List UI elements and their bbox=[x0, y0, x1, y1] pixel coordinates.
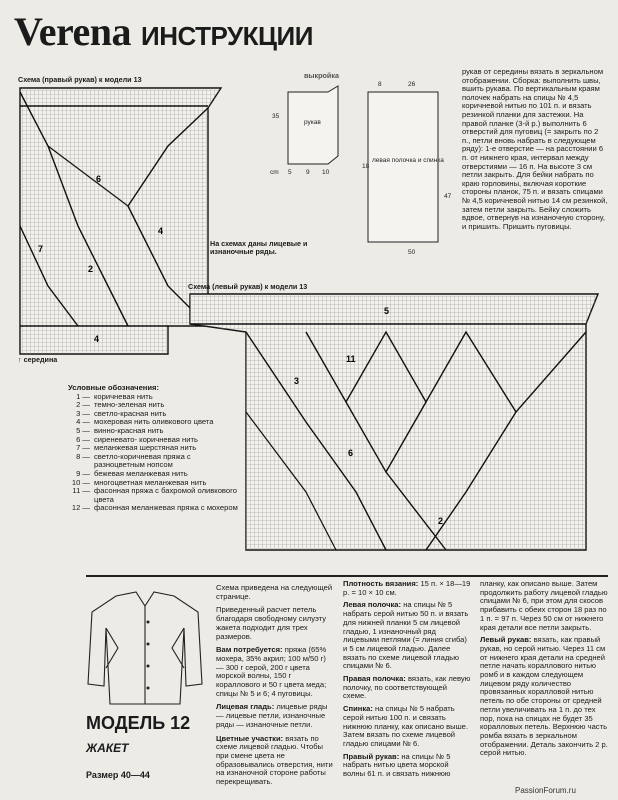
center-label: ↑ середина bbox=[18, 355, 58, 364]
col2-par bbox=[343, 601, 471, 671]
rs-num-4: 4 bbox=[158, 226, 164, 236]
legend-key: 4 — bbox=[76, 417, 90, 427]
legend-key: 7 — bbox=[76, 443, 90, 453]
dim-cm: cm bbox=[270, 169, 279, 176]
col2-par bbox=[343, 675, 471, 701]
legend-key: 1 — bbox=[76, 391, 90, 401]
col2-bold: Плотность вязания: bbox=[343, 579, 419, 588]
assembly-text: рукав от середины вязать в зеркальном отображении. Сборка: выполнить швы, вшить рукава. По вертикальным краям полочек набрать на спицы № 4,5 коричневой нитью по 101 п. и вязать резинкой планки для застежки. На правой планке (3-й р.) выполнить 6 отверстий для пуговиц (= закрыть по 2 п., петли вновь набрать в следующем ряду): 1-е отверстие — на расстоянии 6 п. от нижнего края, интервал между отверстиями — 16 п. На высоте 3 см петли закрыть. Для бейки набрать по краю горловины, включая короткие стороны планок, 75 п. и вязать спицами № 4,5 коричневой нитью 14 см резинкой, затем петли закрыть. Бейку сложить вдвое, отвернув на изнаночную сторону, и пришить. Пришить пуговицы. bbox=[462, 67, 608, 231]
legend-key: 3 — bbox=[76, 408, 90, 418]
legend-text: фасонная пряжа с бахромой оливкового цвета bbox=[94, 486, 237, 504]
legend-item bbox=[68, 504, 238, 513]
pattern-pieces bbox=[268, 78, 460, 256]
legend bbox=[68, 384, 238, 513]
legend-text: винно-красная нить bbox=[94, 425, 164, 435]
left-sleeve-chart bbox=[186, 292, 606, 554]
ls-num-3: 3 bbox=[294, 376, 300, 386]
legend-text: меланжевая шерстяная нить bbox=[94, 443, 197, 453]
col1-par bbox=[216, 584, 334, 601]
dim-50: 50 bbox=[408, 249, 416, 256]
legend-item bbox=[68, 487, 238, 504]
rs-num-2: 2 bbox=[88, 264, 94, 274]
col2-par bbox=[343, 753, 471, 779]
dim-35: 35 bbox=[272, 113, 280, 120]
legend-text: мохеровая нить оливкового цвета bbox=[94, 417, 214, 427]
col3-par bbox=[480, 580, 608, 632]
col2-text: на спицы № 5 набрать серой нитью 100 п. и связать нижнюю планку, как описано выше. Затем вязать по схеме лицевой гладью спицами № 6. bbox=[343, 704, 469, 748]
col2-text: на спицы № 5 набрать серой нитью 50 п. и вязать для нижней планки 5 см лицевой гладью, 1 изнаночный ряд лицевыми петлями (= линия сгиба) и 5 см лицевой гладью. Далее вязать по схеме лицевой гладью спицами № 6. bbox=[343, 600, 469, 671]
col1-par bbox=[216, 606, 334, 641]
dim-26: 26 bbox=[408, 81, 416, 88]
rs-num-4b: 4 bbox=[94, 334, 100, 344]
col1-bold: Цветные участки: bbox=[216, 733, 284, 743]
watermark: PassionForum.ru bbox=[515, 786, 576, 795]
col2-bold: Правая полочка: bbox=[343, 674, 406, 684]
text-column-3 bbox=[480, 580, 608, 758]
model-title: МОДЕЛЬ 12 bbox=[86, 713, 191, 733]
center-label-text: середина bbox=[23, 355, 58, 364]
col2-par bbox=[343, 580, 471, 597]
legend-text: многоцветная меланжевая нить bbox=[94, 477, 207, 487]
col1-par bbox=[216, 646, 334, 698]
col1-text: лицевые ряды — лицевые петли, изнаночные ряды — изнаночные петли. bbox=[216, 702, 328, 729]
ls-num-2: 2 bbox=[438, 516, 444, 526]
legend-text: темно-зеленая нить bbox=[94, 400, 165, 410]
legend-key: 10 — bbox=[71, 477, 90, 487]
col2-bold: Спинка: bbox=[343, 704, 373, 714]
text-column-1 bbox=[216, 584, 334, 787]
dim-47: 47 bbox=[444, 193, 452, 200]
col3-text: вязать, как правый рукав, но серой нитью. Через 11 см от нижнего края детали на средней петле начать кораллового нитью ромб и в каждом следующем лицевом ряду количество провязанных коралловой нитью петель по обе стороны от средней петли увеличивать на 1 п. до тех пор, пока на спицах не будет 35 коралловых петель. Верхнюю часть ромба вязать в зеркальном отображении. Деталь закончить 2 р. серой нитью. bbox=[480, 635, 608, 758]
legend-text: светло-коричневая пряжа с разноцветным нопсом bbox=[94, 451, 191, 470]
dim-9: 9 bbox=[306, 169, 310, 176]
legend-key: 11 — bbox=[72, 486, 90, 496]
dim-8: 8 bbox=[378, 81, 382, 88]
dim-5: 5 bbox=[288, 169, 292, 176]
dim-10: 10 bbox=[322, 169, 330, 176]
col1-text: Приведенный расчет петель благодаря свободному силуэту жакета подходит для трех размеров. bbox=[216, 605, 327, 641]
col3-bold: Левый рукав: bbox=[480, 635, 532, 645]
col1-text: вязать по схеме лицевой гладью. Чтобы при смене цвета не образовывались отверстия, нити на изнаночной стороне работы перекрещивать. bbox=[216, 733, 333, 787]
col1-par bbox=[216, 703, 334, 729]
legend-key: 12 — bbox=[71, 503, 90, 513]
col1-text: Схема приведена на следующей странице. bbox=[216, 583, 333, 601]
col1-par bbox=[216, 735, 334, 787]
model-size: Размер 40—44 bbox=[86, 770, 150, 780]
legend-text: коричневая нить bbox=[94, 391, 153, 401]
ls-num-5: 5 bbox=[384, 306, 390, 316]
rs-num-6: 6 bbox=[96, 174, 102, 184]
section-title: ИНСТРУКЦИИ bbox=[141, 21, 313, 51]
legend-key: 2 — bbox=[76, 400, 90, 410]
pattern-note: На схемах даны лицевые и изнаночные ряды. bbox=[210, 239, 308, 257]
col3-par bbox=[480, 636, 608, 758]
col2-text: 15 п. × 18—19 р. = 10 × 10 см. bbox=[343, 579, 471, 597]
legend-item bbox=[68, 453, 238, 470]
legend-key: 8 — bbox=[76, 451, 90, 461]
col2-text: на спицы № 5 набрать нитью цвета морской волны 61 п. и связать нижнюю bbox=[343, 751, 451, 779]
patterns-title: выкройка bbox=[304, 71, 339, 80]
jacket-sketch bbox=[86, 588, 204, 708]
text-column-2 bbox=[343, 580, 471, 779]
right-sleeve-title: Схема (правый рукав) к модели 13 bbox=[18, 75, 142, 84]
legend-key: 6 — bbox=[76, 434, 90, 444]
sleeve-piece-label: рукав bbox=[304, 119, 321, 126]
dim-18: 18 bbox=[362, 163, 370, 170]
ls-num-11: 11 bbox=[346, 354, 356, 364]
legend-title: Условные обозначения: bbox=[68, 383, 160, 392]
col1-bold: Вам потребуется: bbox=[216, 645, 283, 655]
legend-text: бежевая меланжевая нить bbox=[94, 468, 188, 478]
col3-text: планку, как описано выше. Затем продолжить работу лицевой гладью спицами № 6, при этом для скосов прибавить с обеих сторон 18 раз по 1 п. = 97 п. Через 50 см от нижнего края детали все петли закрыть. bbox=[480, 579, 608, 632]
rs-num-7: 7 bbox=[38, 244, 44, 254]
col2-par bbox=[343, 705, 471, 749]
left-sleeve-title: Схема (левый рукав) к модели 13 bbox=[188, 282, 308, 291]
ls-num-6: 6 bbox=[348, 448, 354, 458]
col2-text: вязать, как левую полочку, по соответствующей схеме. bbox=[343, 674, 471, 701]
section-divider bbox=[86, 575, 608, 577]
brand-logo: Verena bbox=[14, 9, 131, 54]
col1-text: пряжа (65% мохера, 35% акрил; 100 м/50 г) — 300 г серой, 200 г цвета морской волны, 150 г кораллового и 50 г цвета меда; спицы № 5 и 6; 4 пуговицы. bbox=[216, 645, 327, 698]
legend-text: светло-красная нить bbox=[94, 408, 167, 418]
front-back-label: левая полочка и спинка bbox=[372, 157, 444, 164]
page-header bbox=[14, 8, 313, 55]
legend-text: сиреневато- коричневая нить bbox=[94, 434, 198, 444]
col2-bold: Левая полочка: bbox=[343, 600, 402, 610]
legend-key: 5 — bbox=[76, 425, 90, 435]
col1-bold: Лицевая гладь: bbox=[216, 702, 275, 712]
legend-text: фасонная меланжевая пряжа с мохером bbox=[94, 503, 238, 513]
model-subtitle: ЖАКЕТ bbox=[86, 741, 129, 755]
legend-key: 9 — bbox=[76, 468, 90, 478]
col2-bold: Правый рукав: bbox=[343, 751, 400, 761]
